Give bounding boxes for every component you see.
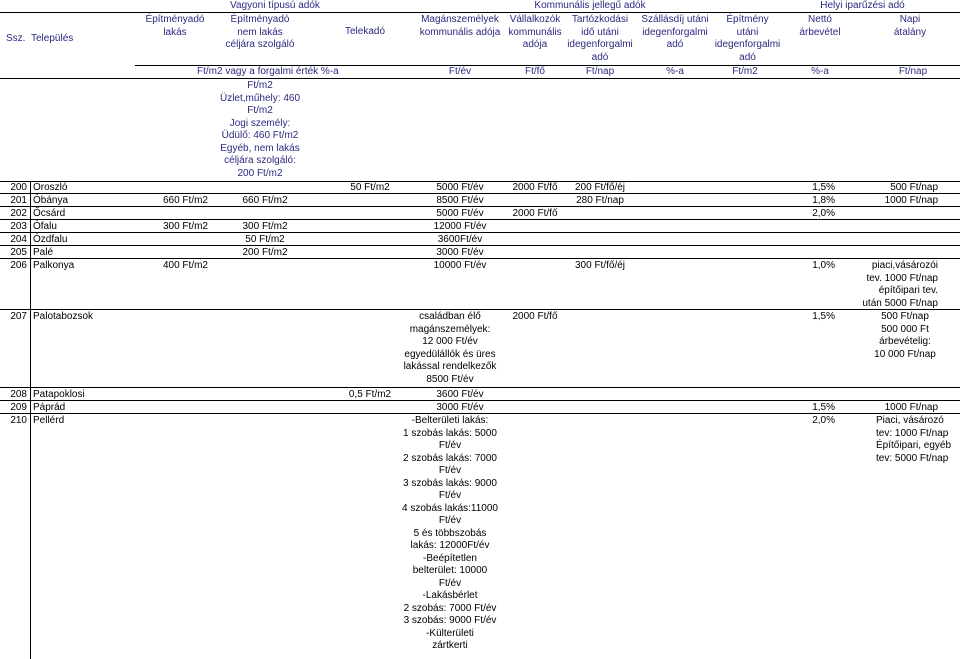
row-name: Palotabozsok	[33, 311, 94, 322]
row-name: Palé	[33, 247, 54, 258]
row-name: Pellérd	[33, 415, 65, 426]
row-divider	[0, 309, 960, 310]
col-header-magan: Magánszemélyek kommunális adója	[419, 14, 501, 38]
row-ssz: 201	[10, 195, 27, 206]
cell-magan: 3000 Ft/év	[436, 402, 484, 413]
row-ssz: 203	[10, 221, 27, 232]
unit-vallalkozok: Ft/fő	[524, 66, 545, 77]
cell-netto: 2,0%	[812, 415, 835, 426]
col-header-epitmeny-lakas: Építményadó lakás	[145, 14, 205, 38]
cell-napi: Piaci, vásározó tev: 1000 Ft/nap Építőipari, egyéb tev: 5000 Ft/nap	[876, 415, 952, 464]
cell-napi: 500 Ft/nap 500 000 Ft árbevételig: 10 000 Ft/nap	[874, 311, 936, 360]
cell-magan: 3600 Ft/év	[436, 389, 484, 400]
cell-napi: 1000 Ft/nap	[884, 195, 938, 206]
col-header-szallasdij: Szállásdíj utáni idegenforgalmi adó	[641, 14, 709, 50]
cell-netto: 2,0%	[812, 208, 835, 219]
unit-szallasdij: %-a	[666, 66, 684, 77]
cell-magan: 8500 Ft/év	[436, 195, 484, 206]
col-header-ssz: Ssz.	[6, 33, 26, 44]
col-header-telekado: Telekadó	[344, 26, 386, 37]
cell-magan: 3600Ft/év	[437, 234, 483, 245]
row-name: Őcsárd	[33, 208, 66, 219]
cell-netto: 1,0%	[812, 260, 835, 271]
row-ssz: 207	[10, 311, 27, 322]
col-header-vallalkozok: Vállalkozók kommunális adója	[508, 14, 562, 50]
cell-vallalkozok: 2000 Ft/fő	[512, 208, 558, 219]
unit-netto: %-a	[811, 66, 829, 77]
col-header-tartozkodasi: Tartózkodási idő utáni idegenforgalmi adó	[567, 14, 633, 63]
row-name: Óbánya	[33, 195, 69, 206]
nem-lakas-note: Ft/m2 Üzlet,műhely: 460 Ft/m2 Jogi személy: Üdülő: 460 Ft/m2 Egyéb, nem lakás céljára szolgáló: 200 Ft/m2	[219, 80, 301, 179]
cell-magan: 5000 Ft/év	[436, 208, 484, 219]
row-name: Ózdfalu	[33, 234, 68, 245]
col-header-epitmeny-utani: Építmény utáni idegenforgalmi adó	[714, 14, 781, 63]
unit-epitmeny: Ft/m2 vagy a forgalmi érték %-a	[197, 66, 339, 77]
cell-magan: 10000 Ft/év	[433, 260, 487, 271]
unit-tartozkodasi: Ft/nap	[585, 66, 615, 77]
group-header-vagyoni: Vagyoni típusú adók	[230, 0, 320, 11]
col-header-netto: Nettó árbevétel	[799, 14, 841, 38]
col-header-napi: Napi átalány	[893, 14, 927, 38]
cell-epitmeny-nem-lakas: 300 Ft/m2	[242, 221, 288, 232]
cell-epitmeny-nem-lakas: 200 Ft/m2	[242, 247, 288, 258]
column-divider	[30, 181, 31, 659]
cell-vallalkozok: 2000 Ft/fő	[512, 182, 558, 193]
row-ssz: 202	[10, 208, 27, 219]
unit-magan: Ft/év	[448, 66, 472, 77]
unit-napi: Ft/nap	[898, 66, 928, 77]
row-ssz: 208	[10, 389, 27, 400]
cell-epitmeny-lakas: 300 Ft/m2	[162, 221, 208, 232]
cell-telek: 50 Ft/m2	[350, 182, 390, 193]
cell-netto: 1,5%	[812, 311, 835, 322]
cell-vallalkozok: 2000 Ft/fő	[512, 311, 558, 322]
cell-magan: családban élő magánszemélyek: 12 000 Ft/év egyedülállók és üres lakással rendelkezők 8500 Ft/év	[403, 311, 497, 385]
cell-magan: -Belterületi lakás: 1 szobás lakás: 5000 Ft/év 2 szobás lakás: 7000 Ft/év 3 szobás lakás: 9000 Ft/év 4 szobás lakás:11000 Ft/év 5 és többszobás lakás: 12000Ft/év -Beépítetlen belterület: 10000 Ft/év -Lakásbérlet 2 szobás: 7000 Ft/év 3 szobás: 9000 Ft/év -Külterületi zártkerti	[402, 415, 498, 651]
row-name: Patapoklosi	[33, 389, 85, 400]
row-ssz: 206	[10, 260, 27, 271]
cell-tartozkodasi: 300 Ft/fő/éj	[574, 260, 626, 271]
cell-epitmeny-lakas: 400 Ft/m2	[162, 260, 208, 271]
cell-tartozkodasi: 200 Ft/fő/éj	[574, 182, 626, 193]
col-header-telepules: Település	[31, 33, 74, 44]
cell-magan: 12000 Ft/év	[433, 221, 487, 232]
row-ssz: 204	[10, 234, 27, 245]
row-divider	[0, 387, 960, 388]
cell-epitmeny-lakas: 660 Ft/m2	[162, 195, 208, 206]
cell-napi: 1000 Ft/nap	[884, 402, 938, 413]
cell-napi: piaci,vásározói tev. 1000 Ft/nap építőipari tev. után 5000 Ft/nap	[862, 260, 938, 309]
cell-netto: 1,8%	[812, 195, 835, 206]
group-header-helyi: Helyi iparűzési adó	[820, 0, 905, 11]
cell-telek: 0,5 Ft/m2	[348, 389, 392, 400]
cell-magan: 3000 Ft/év	[436, 247, 484, 258]
row-name: Palkonya	[33, 260, 75, 271]
cell-epitmeny-nem-lakas: 50 Ft/m2	[245, 234, 285, 245]
group-header-kommunalis: Kommunális jellegű adók	[534, 0, 646, 11]
row-name: Ófalu	[33, 221, 57, 232]
cell-netto: 1,5%	[812, 182, 835, 193]
col-header-epitmeny-nem-lakas: Építményadó nem lakás céljára szolgáló	[225, 14, 295, 50]
row-ssz: 205	[10, 247, 27, 258]
unit-epitmeny-utani: Ft/m2	[732, 66, 758, 77]
row-name: Páprád	[33, 402, 66, 413]
row-ssz: 209	[10, 402, 27, 413]
row-ssz: 210	[10, 415, 27, 426]
cell-napi: 500 Ft/nap	[890, 182, 938, 193]
cell-netto: 1,5%	[812, 402, 835, 413]
cell-tartozkodasi: 280 Ft/nap	[576, 195, 624, 206]
cell-magan: 5000 Ft/év	[436, 182, 484, 193]
row-ssz: 200	[10, 182, 27, 193]
row-name: Oroszló	[33, 182, 68, 193]
cell-epitmeny-nem-lakas: 660 Ft/m2	[242, 195, 288, 206]
